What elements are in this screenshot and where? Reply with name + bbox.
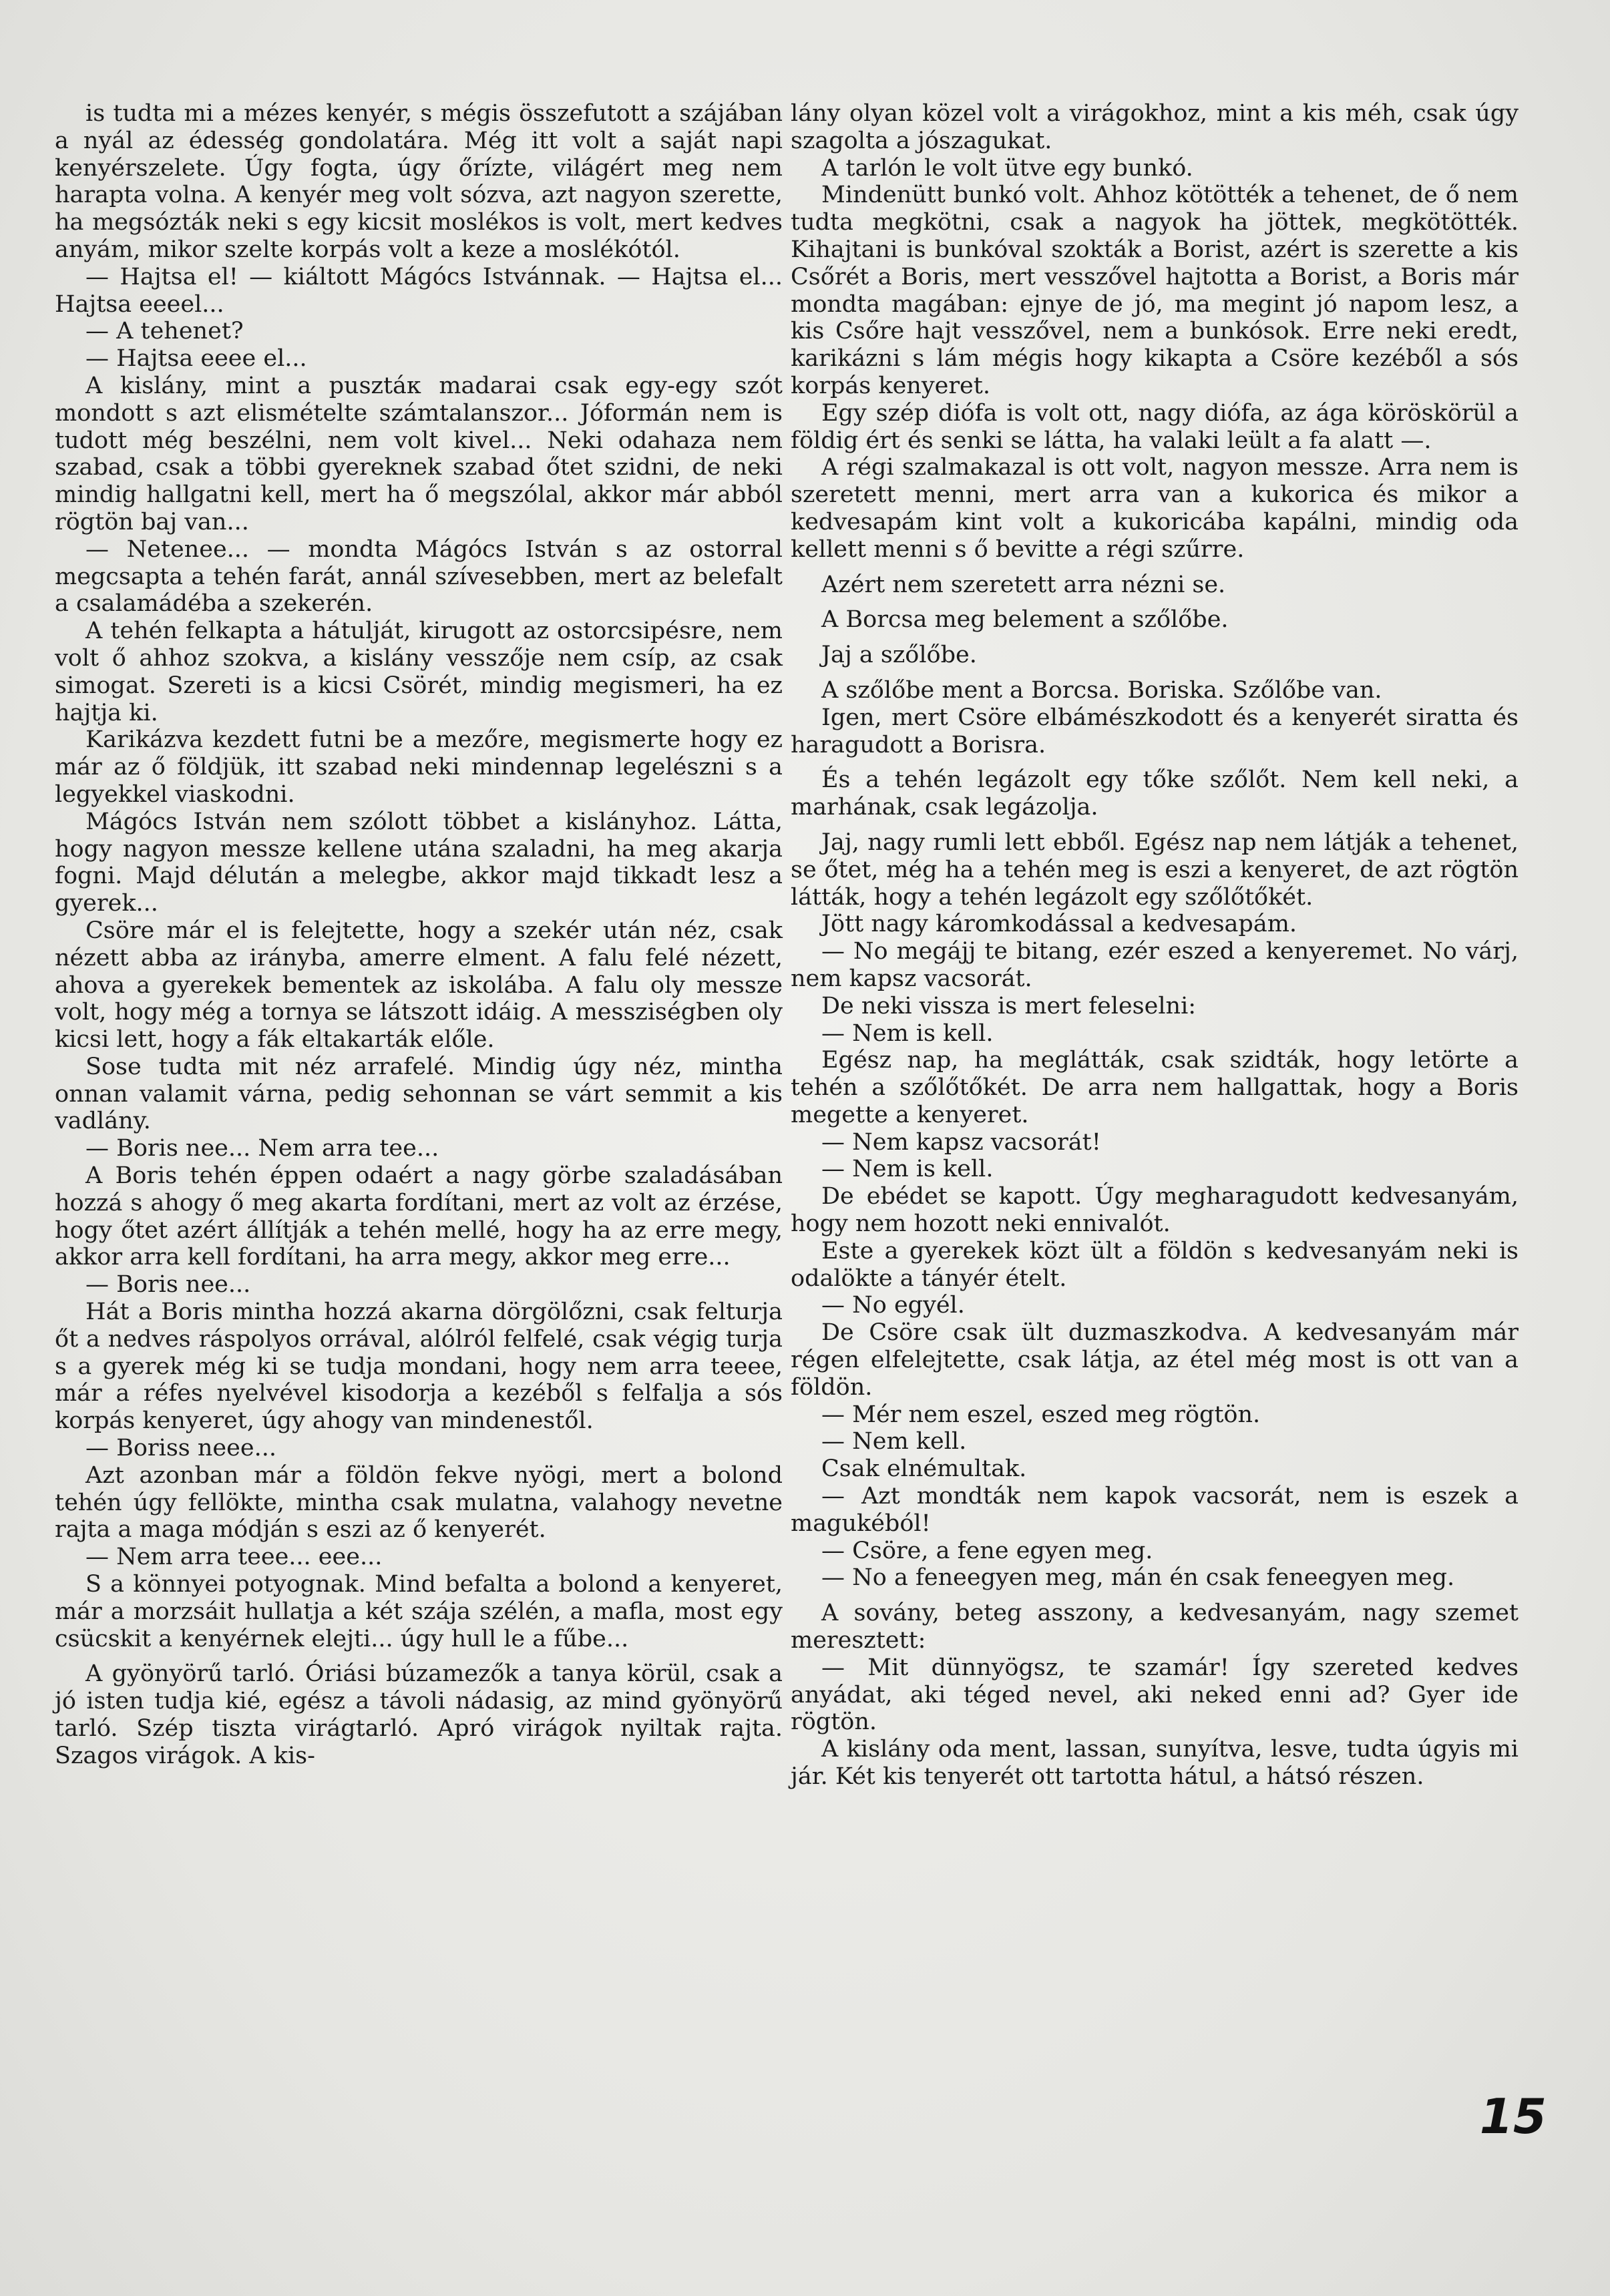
paragraph: — Mér nem eszel, eszed meg rögtön. bbox=[821, 1401, 1261, 1428]
paragraph: — Nem kapsz vacsorát! bbox=[821, 1128, 1101, 1156]
paragraph: Karikázva kezdett futni be a mezőre, megismerte hogy ez már az ő földjük, itt szabad neki mindennap legelészni s a legyekkel viaskodni. bbox=[55, 726, 783, 808]
paragraph: De neki vissza is mert feleselni: bbox=[821, 992, 1197, 1019]
paragraph: És a tehén legázolt egy tőke szőlőt. Nem kell neki, a marhának, csak legázolja. bbox=[791, 766, 1519, 821]
paragraph: — Nem is kell. bbox=[821, 1156, 994, 1183]
paragraph: Igen, mert Csöre elbámészkodott és a kenyerét siratta és haragudott a Borisra. bbox=[791, 704, 1519, 758]
paragraph: — No a feneegyen meg, mán én csak feneegyen meg. bbox=[821, 1564, 1455, 1592]
paragraph: De Csöre csak ült duzmaszkodva. A kedvesanyám már régen elfelejtette, csak látja, az étel még most is ott van a földön. bbox=[791, 1319, 1519, 1401]
paragraph: Egy szép diófa is volt ott, nagy diófa, az ága köröskörül a földig ért és senki se látta, ha valaki leült a fa alatt —. bbox=[791, 399, 1519, 454]
paragraph: — Netenee... — mondta Mágócs István s az ostorral megcsapta a tehén farát, annál szívesebben, mert az belefalt a csalamádéba a szekerén. bbox=[55, 535, 783, 618]
paragraph: — Nem kell. bbox=[821, 1428, 967, 1455]
paragraph: — Nem is kell. bbox=[821, 1019, 994, 1047]
paragraph: Azt azonban már a földön fekve nyögi, mert a bolond tehén úgy fellökte, mintha csak mulatna, valahogy nevetne rajta a maga módján s eszi az ő kenyerét. bbox=[55, 1461, 783, 1544]
left-text-column bbox=[55, 100, 783, 1770]
paragraph: De ebédet se kapott. Úgy megharagudott kedvesanyám, hogy nem hozott neki ennivalót. bbox=[791, 1183, 1519, 1238]
paragraph: S a könnyei potyognak. Mind befalta a bolond a kenyeret, már a morzsáit hullatja a két szája szélén, a mafla, most egy csücskit a kenyérnek elejti... úgy hull le a fűbe... bbox=[55, 1571, 783, 1652]
paragraph: — A tehenet? bbox=[85, 318, 244, 345]
paragraph: — Nem arra teee... eee... bbox=[85, 1544, 383, 1571]
page-number: 15 bbox=[1479, 2088, 1547, 2144]
paragraph: Sose tudta mit néz arrafelé. Mindig úgy néz, mintha onnan valamit várna, pedig sehonnan se várt semmit a kis vadlány. bbox=[55, 1053, 783, 1135]
paragraph: Azért nem szeretett arra nézni se. bbox=[821, 571, 1226, 598]
paragraph: Hát a Boris mintha hozzá akarna dörgölőzni, csak felturja őt a nedves ráspolyos orrával, alólról felfelé, csak végig turja s a gyerek még ki se tudja mondani, hogy nem arra teeee, már a réfes nyelvével kisodorja a kezéből s felfalja a sós korpás kenyeret, úgy ahogy van mindenestől. bbox=[55, 1299, 783, 1435]
paragraph: — Boris nee... bbox=[85, 1271, 251, 1299]
paragraph: — No megájj te bitang, ezér eszed a kenyeremet. No várj, nem kapsz vacsorát. bbox=[791, 938, 1519, 992]
paragraph: A kislány oda ment, lassan, sunyítva, lesve, tudta úgyis mi jár. Két kis tenyerét ott tartotta hátul, a hátsó részen. bbox=[791, 1736, 1519, 1791]
paragraph: — Azt mondták nem kapok vacsorát, nem is eszek a magukéból! bbox=[791, 1483, 1519, 1537]
paragraph: Jaj, nagy rumli lett ebből. Egész nap nem látják a tehenet, se őtet, még ha a tehén meg is eszi a kenyeret, de azt rögtön látták, hogy a tehén legázolt egy szőlőtőkét. bbox=[791, 829, 1519, 911]
paragraph: A szőlőbe ment a Borcsa. Boriska. Szőlőbe van. bbox=[821, 676, 1382, 704]
paragraph: Este a gyerekek közt ült a földön s kedvesanyám neki is odalökte a tányér ételt. bbox=[791, 1237, 1519, 1292]
paragraph: Jaj a szőlőbe. bbox=[821, 642, 977, 669]
paragraph: — Boriss neee... bbox=[85, 1435, 276, 1462]
paragraph: A tarlón le volt ütve egy bunkó. bbox=[821, 154, 1193, 182]
paragraph: Csak elnémultak. bbox=[821, 1455, 1027, 1483]
paragraph: lány olyan közel volt a virágokhoz, mint a kis méh, csak úgy szagolta a jószagukat. bbox=[791, 100, 1519, 154]
paragraph: — Hajtsa el! — kiáltott Mágócs Istvánnak. — Hajtsa el... Hajtsa eeeel... bbox=[55, 263, 783, 318]
paragraph: — Boris nee... Nem arra tee... bbox=[85, 1135, 439, 1162]
paragraph: Mágócs István nem szólott többet a kislányhoz. Látta, hogy nagyon messze kellene utána szaladni, ha meg akarja fogni. Majd délután a melegbe, akkor majd tikkadt lesz a gyerek... bbox=[55, 808, 783, 917]
paragraph: A régi szalmakazal is ott volt, nagyon messze. Arra nem is szeretett menni, mert arra van a kukorica és mikor a kedvesapám kint volt a kukoricába kapálni, mindig oda kellett menni s ő bevitte a régi szűrre. bbox=[791, 454, 1519, 563]
paragraph: A sovány, beteg asszony, a kedvesanyám, nagy szemet meresztett: bbox=[791, 1600, 1519, 1654]
paragraph: A kislány, mint a pusztáк madarai csak egy-egy szót mondott s azt elismételte számtalanszor... Jóformán nem is tudott még beszélni, nem volt kivel... Neki odahaza nem szabad, csak a többi gyereknek szabad őtet szidni, de neki mindig hallgatni kell, mert ha ő megszólal, akkor már abból rögtön baj van... bbox=[55, 372, 783, 535]
paragraph: Jött nagy káromkodással a kedvesapám. bbox=[821, 911, 1297, 938]
paragraph: A tehén felkapta a hátulját, kirugott az ostorcsipésre, nem volt ő ahhoz szokva, a kislány vesszője nem csíp, az csak simogat. Szereti is a kicsi Csörét, mindig megismeri, ha ez hajtja ki. bbox=[55, 618, 783, 726]
paragraph: — No egyél. bbox=[821, 1292, 965, 1319]
paragraph: Mindenütt bunkó volt. Ahhoz kötötték a tehenet, de ő nem tudta megkötni, csak a nagyok ha jöttek, megkötötték. Kihajtani is bunkóval szokták a Borist, azért is szerette a kis Csőrét a Boris, mert vesszővel hajtotta a Borist, a Boris már mondta magában: ejnye de jó, ma megint jó napom lesz, a kis Csőre hajt vesszővel, nem a bunkósok. Erre neki eredt, karikázni s lám mégis hogy kikapta a Csöre kezéből a sós korpás kenyeret. bbox=[791, 182, 1519, 399]
paragraph: — Hajtsa eeee el... bbox=[85, 345, 307, 373]
paragraph: is tudta mi a mézes kenyér, s mégis összefutott a szájában a nyál az édesség gondolatára. Még itt volt a saját napi kenyérszelete. Úgy fogta, úgy őrízte, világért meg nem harapta volna. A kenyér meg volt sózva, azt nagyon szerette, ha megsózták neki s egy kicsit moslékos is volt, mert kedves anyám, mikor szelte korpás volt a keze a moslékótól. bbox=[55, 100, 783, 263]
paragraph: A Borcsa meg belement a szőlőbe. bbox=[821, 606, 1229, 634]
right-text-column bbox=[791, 100, 1519, 1791]
paragraph: Csöre már el is felejtette, hogy a szekér után néz, csak nézett abba az irányba, amerre elment. A falu felé nézett, ahova a gyerekek bementek az iskolába. A falu oly messze volt, hogy még a tornya se látszott idáig. A messziségben oly kicsi lett, hogy a fák eltakarták előle. bbox=[55, 917, 783, 1054]
paragraph: A Boris tehén éppen odaért a nagy görbe szaladásában hozzá s ahogy ő meg akarta fordítani, mert az volt az érzése, hogy őtet azért állítják a tehén mellé, hogy ha az erre megy, akkor arra kell fordítani, ha arra megy, akkor meg erre... bbox=[55, 1162, 783, 1271]
paragraph: — Csöre, a fene egyen meg. bbox=[821, 1537, 1153, 1564]
paragraph: A gyönyörű tarló. Óriási búzamezők a tanya körül, csak a jó isten tudja kié, egész a távoli nádasig, az mind gyönyörű tarló. Szép tiszta virágtarló. Apró virágok nyiltak rajta. Szagos virágok. A kis- bbox=[55, 1660, 783, 1769]
paragraph: Egész nap, ha meglátták, csak szidták, hogy letörte a tehén a szőlőtőkét. De arra nem hallgattak, hogy a Boris megette a kenyeret. bbox=[791, 1047, 1519, 1128]
paragraph: — Mit dünnyögsz, te szamár! Így szereted kedves anyádat, aki téged nevel, aki neked enni ad? Gyer ide rögtön. bbox=[791, 1654, 1519, 1736]
